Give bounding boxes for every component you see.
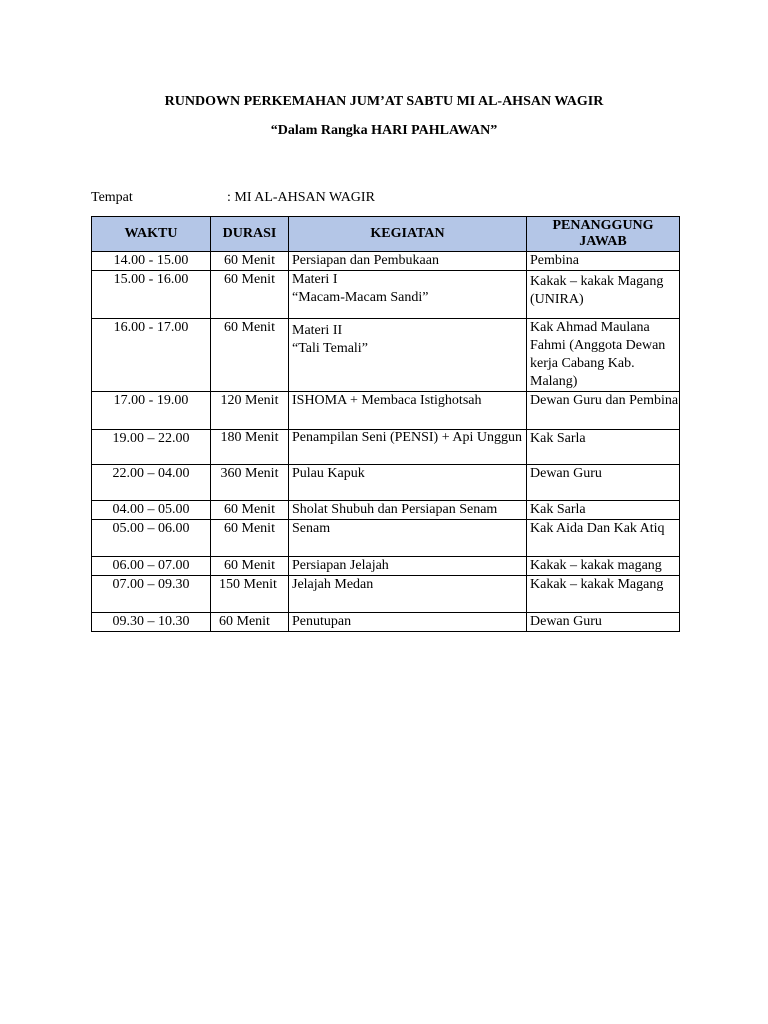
header-durasi: DURASI [211, 217, 289, 252]
cell-waktu: 15.00 - 16.00 [92, 271, 211, 319]
cell-durasi: 120 Menit [211, 392, 289, 430]
document-subtitle: “Dalam Rangka HARI PAHLAWAN” [270, 123, 498, 138]
cell-penanggung-jawab: Kak Sarla [527, 501, 680, 520]
cell-penanggung-jawab: Kakak – kakak magang [527, 557, 680, 576]
header-penanggung-jawab [527, 217, 680, 252]
cell-waktu: 04.00 – 05.00 [92, 501, 211, 520]
cell-durasi: 60 Menit [211, 501, 289, 520]
cell-penanggung-jawab: Kak Aida Dan Kak Atiq [527, 520, 680, 557]
cell-waktu: 06.00 – 07.00 [92, 557, 211, 576]
header-waktu: WAKTU [92, 217, 211, 252]
cell-durasi: 60 Menit [211, 613, 289, 632]
cell-kegiatan: Pulau Kapuk [289, 465, 527, 501]
kegiatan-line: “Tali Temali” [292, 341, 368, 356]
table-row [92, 520, 680, 557]
cell-kegiatan: Penutupan [289, 613, 527, 632]
cell-penanggung-jawab: Kakak – kakak Magang (UNIRA) [527, 271, 680, 319]
kegiatan-line: Materi II [292, 323, 343, 338]
table-row [92, 319, 680, 392]
cell-waktu: 05.00 – 06.00 [92, 520, 211, 557]
cell-penanggung-jawab: Kak Ahmad Maulana Fahmi (Anggota Dewan kerja Cabang Kab. Malang) [527, 319, 680, 392]
cell-durasi: 150 Menit [211, 576, 289, 613]
place-label: Tempat [91, 190, 133, 205]
cell-penanggung-jawab: Dewan Guru [527, 613, 680, 632]
cell-waktu: 09.30 – 10.30 [92, 613, 211, 632]
kegiatan-line: “Macam-Macam Sandi” [292, 290, 429, 305]
cell-penanggung-jawab: Kakak – kakak Magang [527, 576, 680, 613]
header-pj-line2: JAWAB [579, 234, 627, 249]
cell-durasi: 180 Menit [211, 430, 289, 465]
table-row [92, 430, 680, 465]
cell-kegiatan [289, 319, 527, 392]
table-row [92, 252, 680, 271]
cell-waktu: 22.00 – 04.00 [92, 465, 211, 501]
cell-durasi: 60 Menit [211, 319, 289, 392]
table-row [92, 392, 680, 430]
cell-durasi: 60 Menit [211, 252, 289, 271]
cell-penanggung-jawab: Pembina [527, 252, 680, 271]
cell-kegiatan: Senam [289, 520, 527, 557]
table-row [92, 557, 680, 576]
cell-durasi: 60 Menit [211, 557, 289, 576]
rundown-table [91, 216, 680, 632]
document-title: RUNDOWN PERKEMAHAN JUM’AT SABTU MI AL-AHSAN WAGIR [164, 94, 604, 109]
cell-durasi: 60 Menit [211, 271, 289, 319]
cell-durasi: 360 Menit [211, 465, 289, 501]
cell-kegiatan: ISHOMA + Membaca Istighotsah [289, 392, 527, 430]
cell-kegiatan: Persiapan Jelajah [289, 557, 527, 576]
place-value: : MI AL-AHSAN WAGIR [227, 190, 375, 205]
cell-penanggung-jawab: Dewan Guru [527, 465, 680, 501]
table-row [92, 613, 680, 632]
table-header-row [92, 217, 680, 252]
kegiatan-line: Materi I [292, 272, 338, 287]
cell-kegiatan: Persiapan dan Pembukaan [289, 252, 527, 271]
cell-penanggung-jawab: Kak Sarla [527, 430, 680, 465]
cell-kegiatan [289, 271, 527, 319]
header-pj-line1: PENANGGUNG [552, 218, 654, 233]
cell-waktu: 14.00 - 15.00 [92, 252, 211, 271]
table-row [92, 501, 680, 520]
cell-kegiatan: Jelajah Medan [289, 576, 527, 613]
table-row [92, 576, 680, 613]
cell-kegiatan: Sholat Shubuh dan Persiapan Senam [289, 501, 527, 520]
table-row [92, 271, 680, 319]
cell-penanggung-jawab: Dewan Guru dan Pembina [527, 392, 680, 430]
cell-durasi: 60 Menit [211, 520, 289, 557]
cell-waktu: 17.00 - 19.00 [92, 392, 211, 430]
table-row [92, 465, 680, 501]
cell-waktu: 07.00 – 09.30 [92, 576, 211, 613]
header-kegiatan: KEGIATAN [289, 217, 527, 252]
cell-kegiatan: Penampilan Seni (PENSI) + Api Unggun [289, 430, 527, 465]
cell-waktu: 16.00 - 17.00 [92, 319, 211, 392]
cell-waktu: 19.00 – 22.00 [92, 430, 211, 465]
